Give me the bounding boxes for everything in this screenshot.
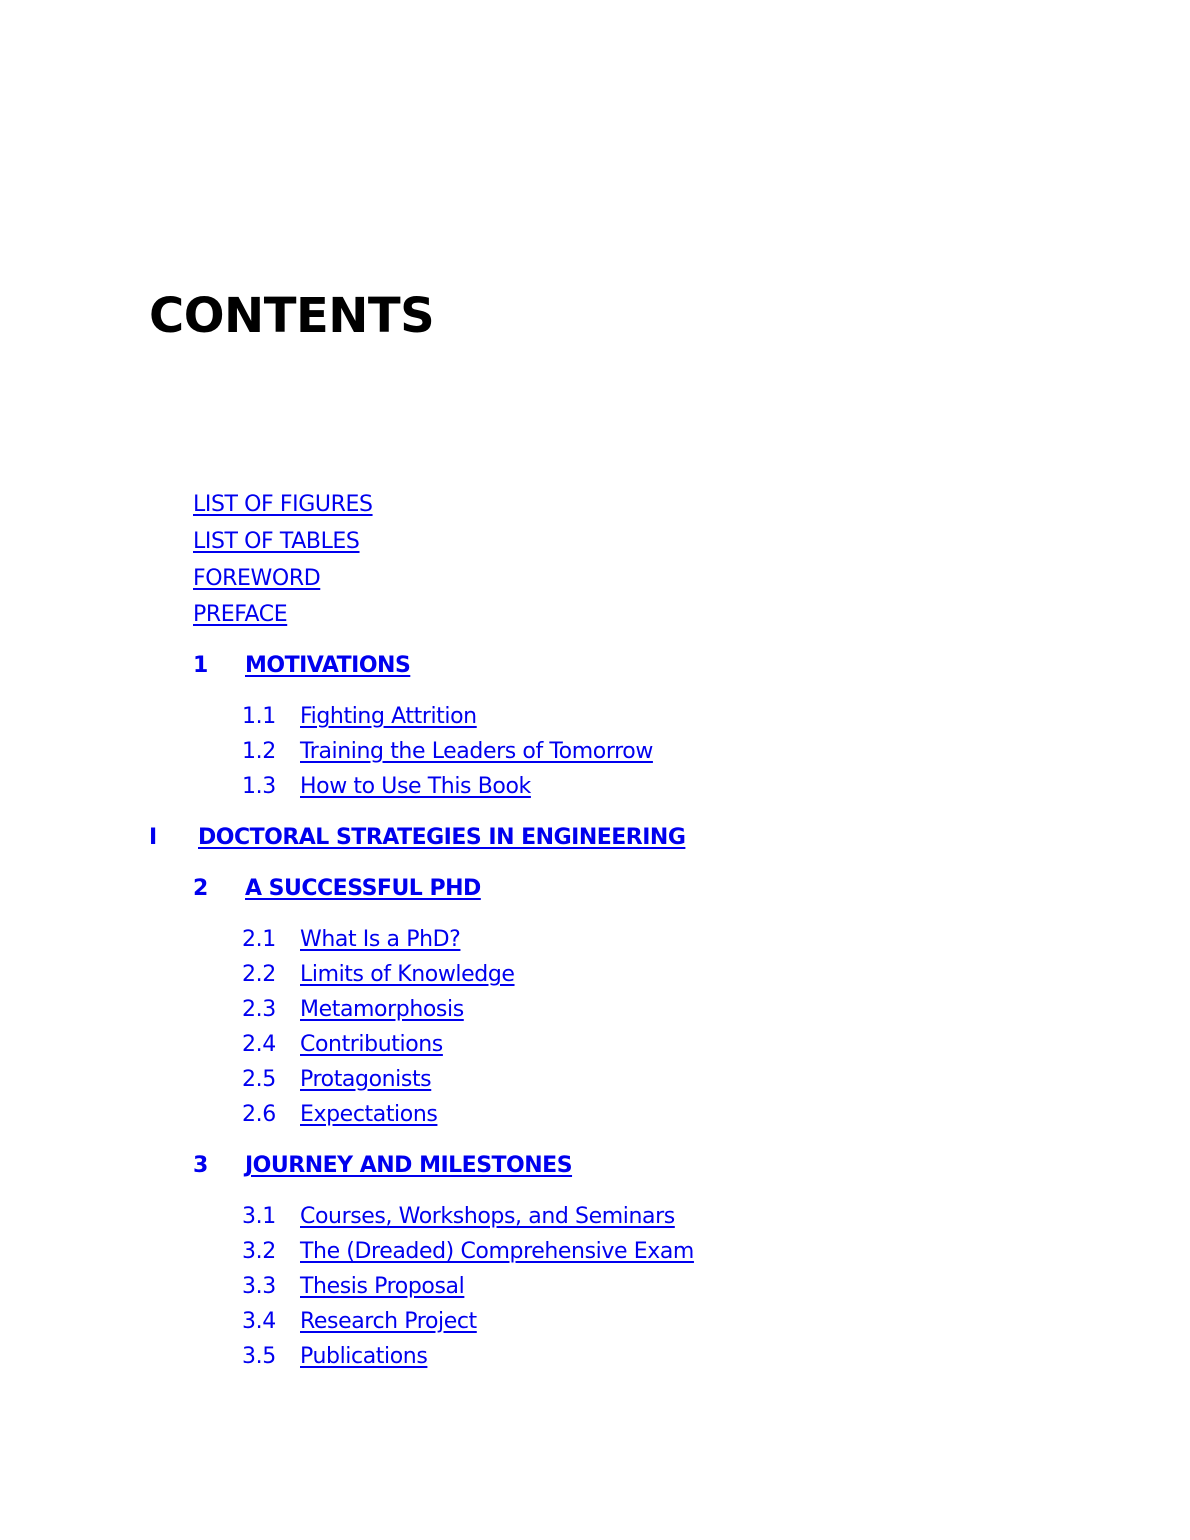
section-title: Contributions [300,1032,443,1057]
section-number: 2.6 [242,1102,276,1127]
section-title: Publications [300,1344,428,1369]
toc-chapter-1-link[interactable] [193,651,410,681]
section-title: Thesis Proposal [300,1274,465,1299]
section-title: Metamorphosis [300,997,464,1022]
toc-section-2-6-link[interactable] [242,1100,437,1130]
toc-section-3-2-link[interactable] [242,1237,694,1267]
toc-section-3-5-link[interactable] [242,1342,427,1372]
chapter-number: 3 [193,1153,208,1178]
part-title: DOCTORAL STRATEGIES IN ENGINEERING [198,825,686,850]
toc-section-2-4-link[interactable] [242,1030,443,1060]
part-number: I [149,825,157,850]
toc-section-1-1-link[interactable] [242,702,477,732]
section-number: 1.2 [242,739,276,764]
section-number: 2.4 [242,1032,276,1057]
section-number: 3.2 [242,1239,276,1264]
page-title: CONTENTS [149,288,435,344]
section-number: 3.5 [242,1344,276,1369]
toc-section-3-4-link[interactable] [242,1307,477,1337]
section-title: The (Dreaded) Comprehensive Exam [300,1239,694,1264]
section-number: 3.4 [242,1309,276,1334]
toc-section-3-1-link[interactable] [242,1202,675,1232]
section-title: How to Use This Book [300,774,531,799]
section-title: Fighting Attrition [300,704,477,729]
section-number: 2.2 [242,962,276,987]
chapter-title: MOTIVATIONS [245,653,411,678]
section-number: 2.3 [242,997,276,1022]
toc-section-3-3-link[interactable] [242,1272,464,1302]
toc-section-2-5-link[interactable] [242,1065,431,1095]
section-number: 2.1 [242,927,276,952]
toc-link-list-of-figures[interactable]: LIST OF FIGURES [193,492,373,517]
chapter-title: JOURNEY AND MILESTONES [245,1153,573,1178]
section-title: Research Project [300,1309,477,1334]
section-title: Expectations [300,1102,438,1127]
toc-link-list-of-tables[interactable]: LIST OF TABLES [193,529,360,554]
section-title: Protagonists [300,1067,432,1092]
toc-link-preface[interactable]: PREFACE [193,602,288,627]
section-number: 2.5 [242,1067,276,1092]
section-number: 1.1 [242,704,276,729]
section-title: What Is a PhD? [300,927,461,952]
toc-chapter-3-link[interactable] [193,1151,572,1181]
chapter-number: 2 [193,876,208,901]
section-title: Training the Leaders of Tomorrow [300,739,653,764]
toc-section-2-1-link[interactable] [242,925,460,955]
chapter-title: A SUCCESSFUL PHD [245,876,481,901]
toc-link-foreword[interactable]: FOREWORD [193,566,321,591]
chapter-number: 1 [193,653,208,678]
toc-section-1-3-link[interactable] [242,772,531,802]
section-number: 3.1 [242,1204,276,1229]
section-number: 1.3 [242,774,276,799]
toc-section-2-3-link[interactable] [242,995,464,1025]
section-number: 3.3 [242,1274,276,1299]
toc-section-1-2-link[interactable] [242,737,653,767]
section-title: Limits of Knowledge [300,962,515,987]
section-title: Courses, Workshops, and Seminars [300,1204,675,1229]
toc-part-1-link[interactable] [149,823,685,853]
toc-chapter-2-link[interactable] [193,874,481,904]
toc-section-2-2-link[interactable] [242,960,515,990]
